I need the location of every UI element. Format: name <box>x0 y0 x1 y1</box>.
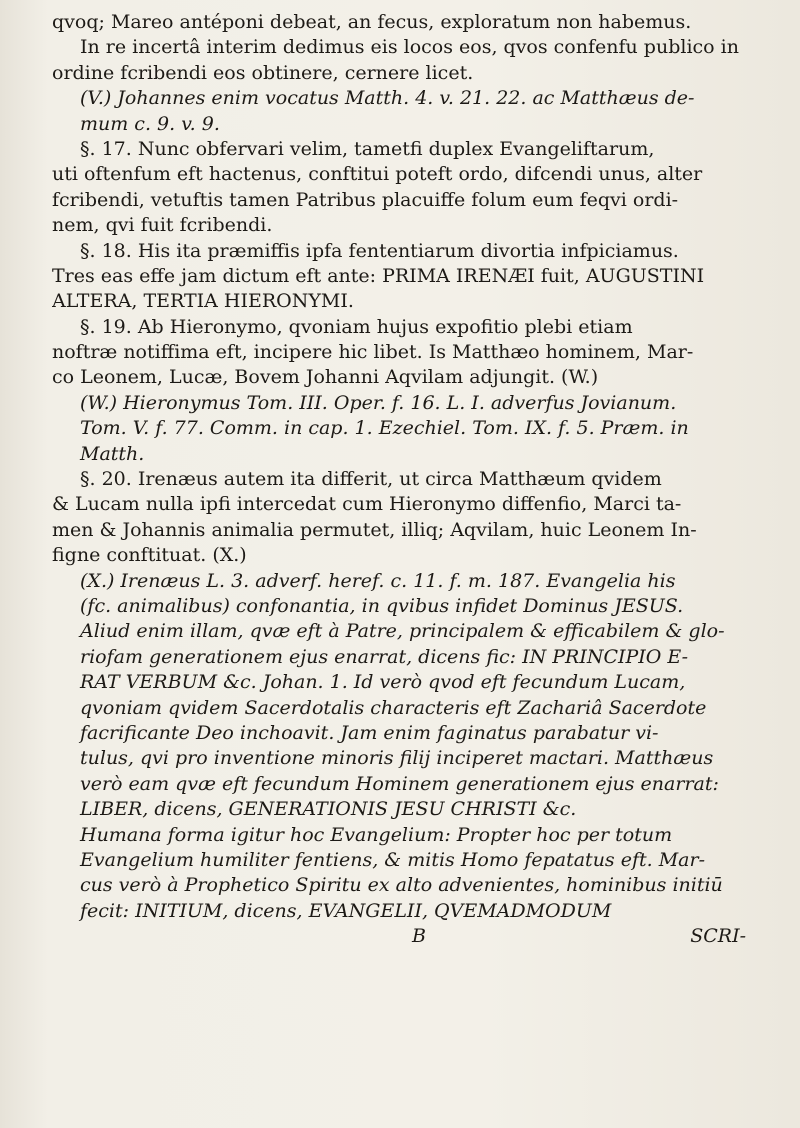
footnote-line: Evangelium humiliter fentiens, & mitis Homo fepatatus eft. Mar- <box>80 848 705 871</box>
text-line: Tres eas effe jam dictum eft ante: PRIMA IRENÆI fuit, AUGUSTINI <box>52 264 705 287</box>
footnote-line: (V.) Johannes enim vocatus Matth. 4. v. 21. 22. ac Matthæus de- <box>80 87 695 110</box>
text-line: §. 19. Ab Hieronymo, qvoniam hujus expofitio plebi etiam <box>80 315 633 338</box>
text-line: & Lucam nulla ipfi intercedat cum Hieronymo diffenfio, Marci ta- <box>52 493 682 516</box>
text-line: §. 18. His ita præmiffis ipfa fententiarum divortia infpiciamus. <box>80 239 679 262</box>
text-line: ordine fcribendi eos obtinere, cernere licet. <box>52 61 474 84</box>
footnote-line: Tom. V. f. 77. Comm. in cap. 1. Ezechiel. Tom. IX. f. 5. Præm. in <box>80 417 689 440</box>
footnote-line: cus verò à Prophetico Spiritu ex alto advenientes, hominibus initiū <box>80 874 723 897</box>
catchword: SCRI- <box>690 925 746 948</box>
page-footer <box>52 924 776 949</box>
text-line: co Leonem, Lucæ, Bovem Johanni Aqvilam adjungit. (W.) <box>52 366 599 389</box>
text-line: §. 17. Nunc obfervari velim, tametfi duplex Evangeliftarum, <box>80 137 655 160</box>
footnote-line: Aliud enim illam, qvæ eft à Patre, principalem & efficabilem & glo- <box>80 620 725 643</box>
text-line: §. 20. Irenæus autem ita differit, ut circa Matthæum qvidem <box>80 468 662 491</box>
footnote-line: tulus, qvi pro inventione minoris filij inciperet mactari. Matthæus <box>80 747 714 770</box>
text-line: noftræ notiffima eft, incipere hic libet. Is Matthæo hominem, Mar- <box>52 341 694 364</box>
footnote-line: LIBER, dicens, GENERATIONIS JESU CHRISTI &c. <box>80 798 577 821</box>
footnote-line: RAT VERBUM &c. Johan. 1. Id verò qvod eft fecundum Lucam, <box>80 671 686 694</box>
text-line: nem, qvi fuit fcribendi. <box>52 214 273 237</box>
footnote-line: qvoniam qvidem Sacerdotalis characteris eft Zachariâ Sacerdote <box>80 696 707 719</box>
footnote-line: Humana forma igitur hoc Evangelium: Propter hoc per totum <box>80 823 673 846</box>
footnote-line: mum c. 9. v. 9. <box>80 112 220 135</box>
footnote-line: (W.) Hieronymus Tom. III. Oper. f. 16. L. I. adverfus Jovianum. <box>80 391 677 414</box>
text-line: uti oftenfum eft hactenus, conftitui poteft ordo, difcendi unus, alter <box>52 163 703 186</box>
footnote-line: facrificante Deo inchoavit. Jam enim faginatus parabatur vi- <box>80 721 659 744</box>
footnote-line: riofam generationem ejus enarrat, dicens fic: IN PRINCIPIO E- <box>80 645 689 668</box>
signature-mark: B <box>412 925 426 948</box>
text-line: ALTERA, TERTIA HIERONYMI. <box>52 290 354 313</box>
footnote-line: (X.) Irenæus L. 3. adverf. heref. c. 11. f. m. 187. Evangelia his <box>80 569 676 592</box>
page-text <box>52 10 776 949</box>
text-line: figne conftituat. (X.) <box>52 544 247 567</box>
footnote-line: Matth. <box>80 442 145 465</box>
text-line: qvoq; Mareo antéponi debeat, an fecus, exploratum non habemus. <box>52 11 692 33</box>
footnote-line: (fc. animalibus) confonantia, in qvibus infidet Dominus JESUS. <box>80 594 684 617</box>
footnote-line: fecit: INITIUM, dicens, EVANGELII, QVEMADMODUM <box>80 899 612 922</box>
footnote-line: verò eam qvæ eft fecundum Hominem generationem ejus enarrat: <box>80 772 719 795</box>
text-line: In re incertâ interim dedimus eis locos eos, qvos confenfu publico in <box>80 36 739 59</box>
text-line: men & Johannis animalia permutet, illiq; Aqvilam, huic Leonem In- <box>52 518 697 541</box>
text-line: fcribendi, vetuftis tamen Patribus placuiffe folum eum feqvi ordi- <box>52 188 679 211</box>
